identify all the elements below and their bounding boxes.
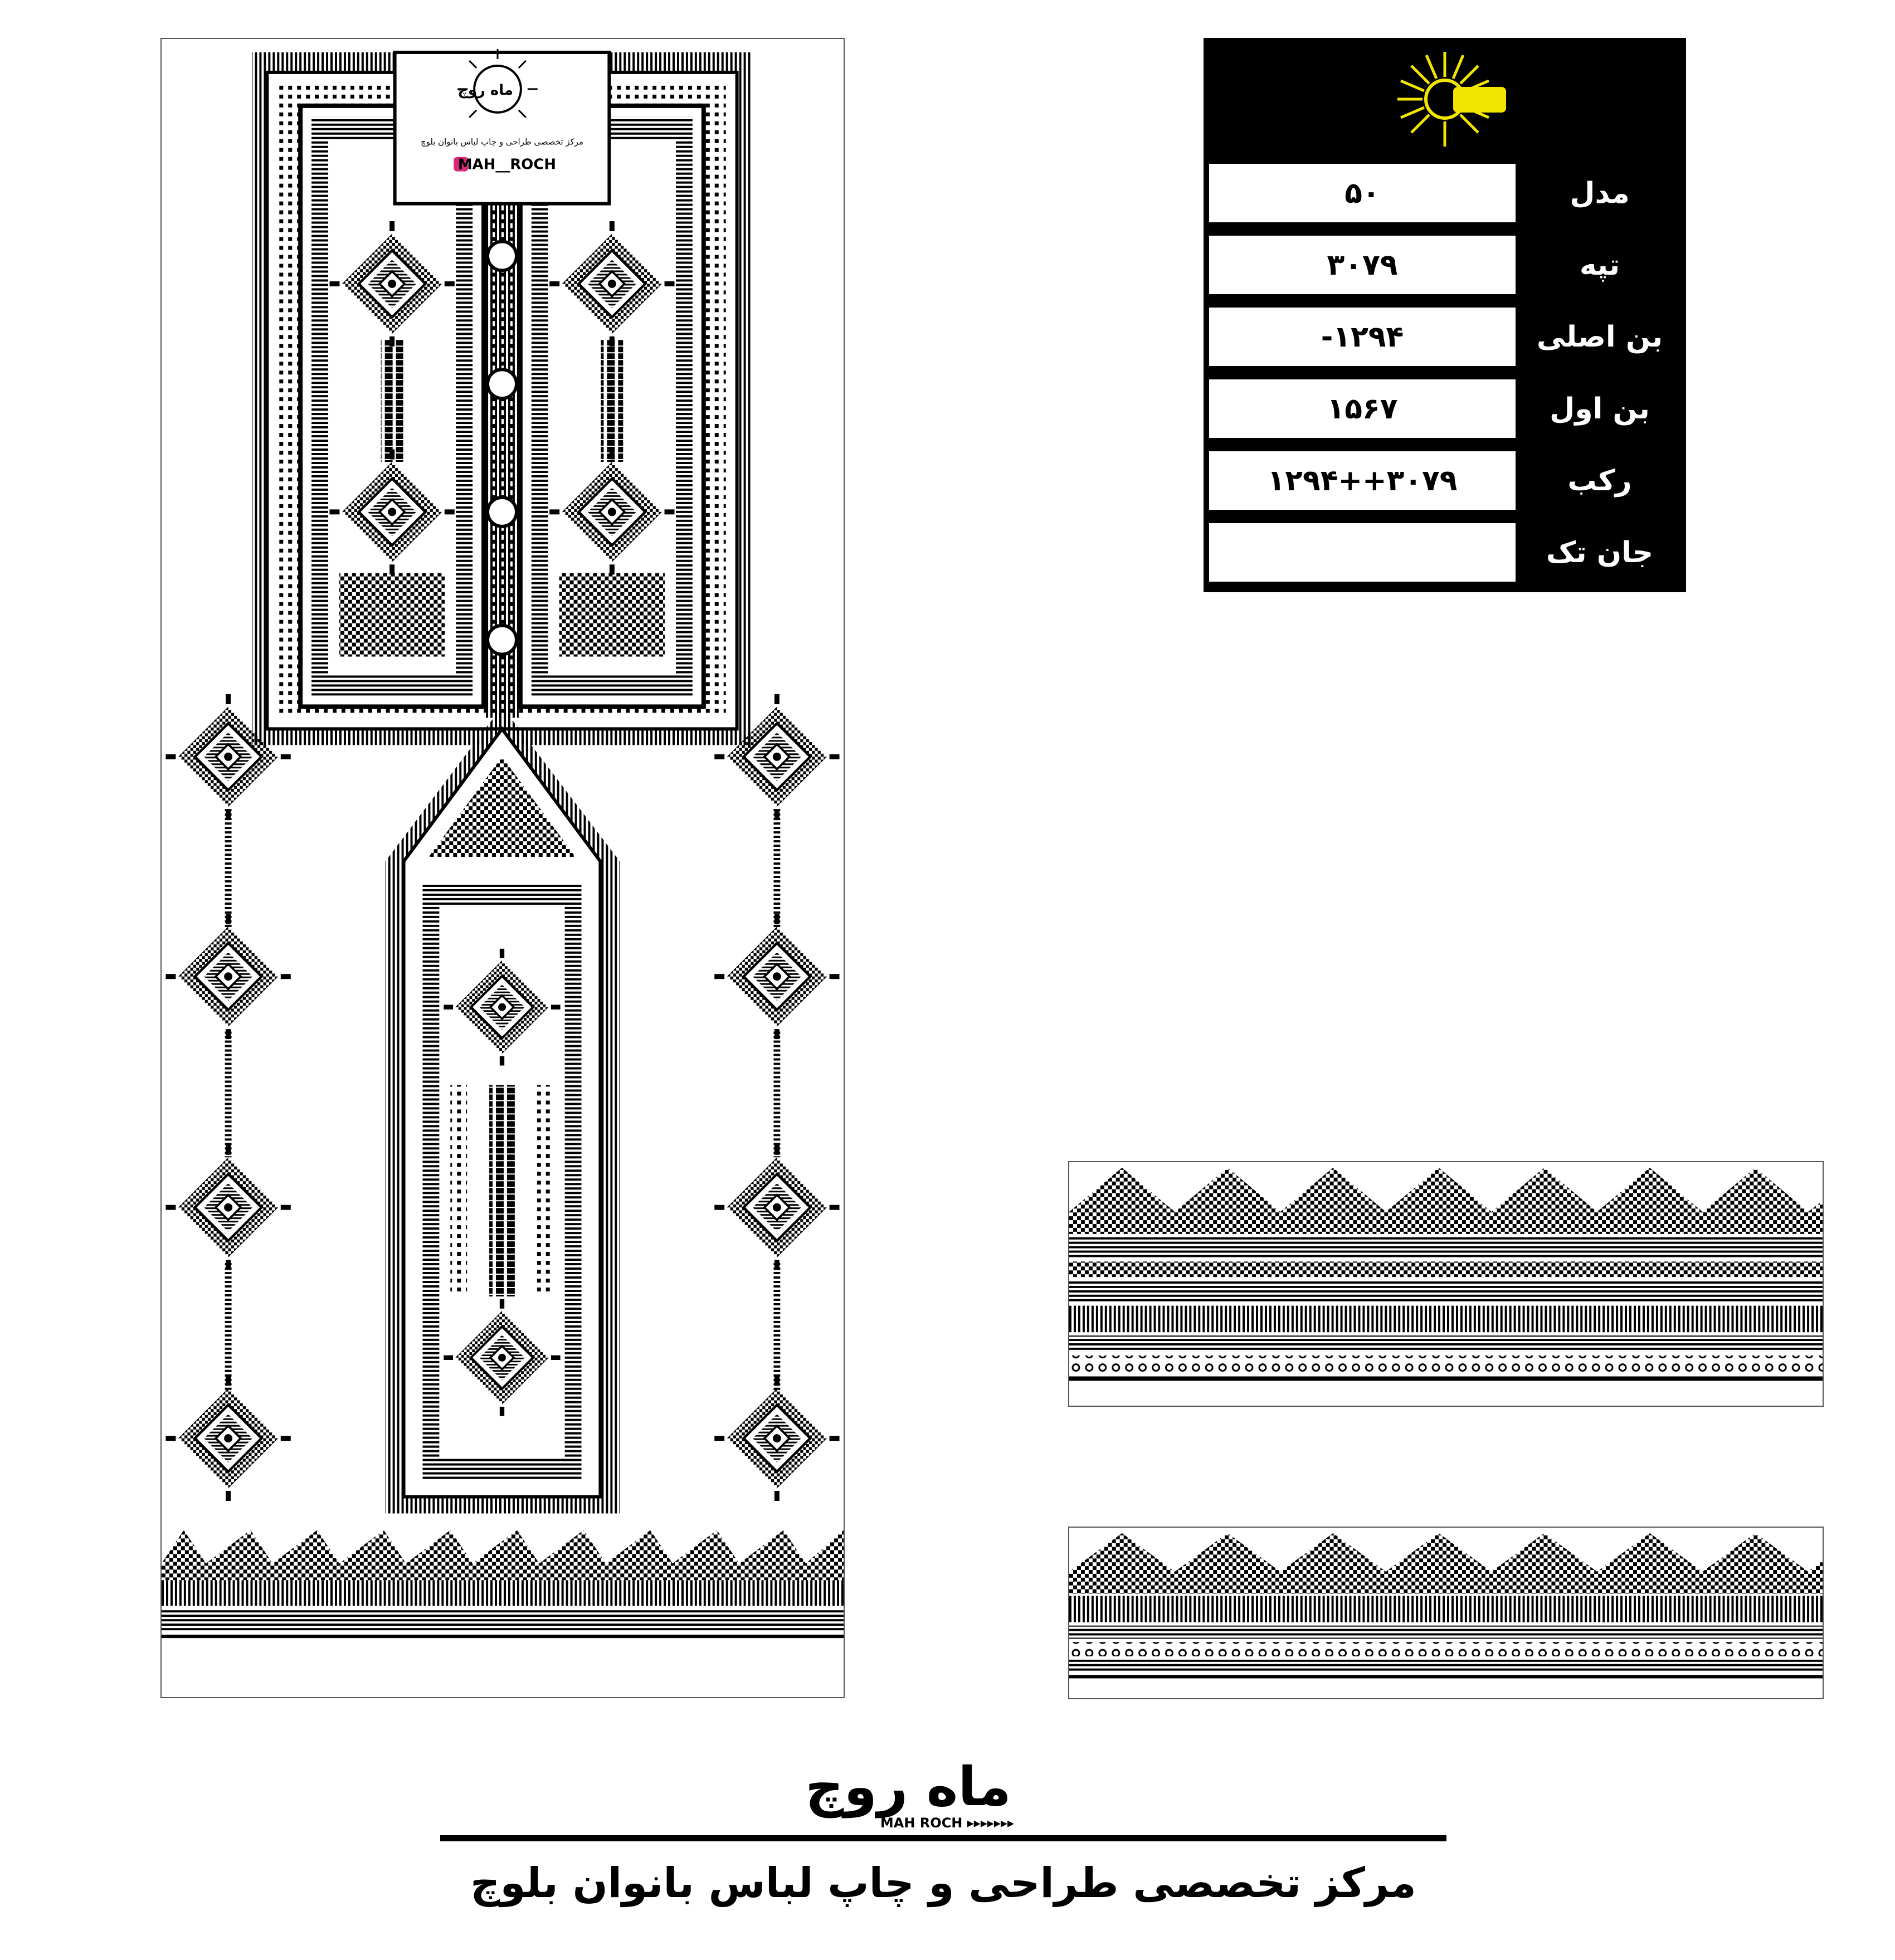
spec-value — [1209, 523, 1516, 582]
spec-label: جان تک — [1546, 535, 1654, 569]
spec-label: مدل — [1570, 176, 1630, 210]
neck-label-logo: ماه روچ — [457, 81, 513, 99]
spec-table — [1204, 38, 1686, 592]
spec-row-rekab — [1209, 448, 1680, 513]
spec-label: رکب — [1567, 464, 1632, 498]
spec-row-tappeh — [1209, 232, 1680, 298]
spec-row-first-base — [1209, 376, 1680, 441]
spec-row-model — [1209, 160, 1680, 226]
spec-row-main-base — [1209, 304, 1680, 369]
border-strip-hem — [1068, 1527, 1824, 1699]
dress-pattern-graphic — [162, 39, 844, 1697]
neck-label-description: مرکز تخصصی طراحی و چاپ لباس بانوان بلوچ — [420, 136, 584, 147]
spec-value: ۳۰۷۹++۱۲۹۴ — [1209, 451, 1516, 510]
footer-logo-subtext: MAH ROCH ▸▸▸▸▸▸▸ — [880, 1815, 1015, 1831]
border-pattern-graphic — [1069, 1528, 1823, 1698]
footer-logo — [763, 1754, 1053, 1832]
dress-embroidery-panel — [160, 38, 845, 1698]
spec-value: ۳۰۷۹ — [1209, 236, 1516, 294]
spec-row-jantak — [1209, 520, 1680, 585]
spec-label: بن اول — [1550, 392, 1650, 426]
spec-value: ۱۵۶۷ — [1209, 379, 1516, 438]
spec-label: بن اصلی — [1536, 320, 1663, 354]
spec-value: ۱۲۹۴- — [1209, 308, 1516, 366]
footer-caption: مرکز تخصصی طراحی و چاپ لباس بانوان بلوچ — [470, 1859, 1416, 1907]
border-strip-sleeve — [1068, 1161, 1824, 1407]
footer-divider — [440, 1835, 1446, 1841]
spec-value: ۵۰ — [1209, 164, 1516, 222]
spec-label: تپه — [1579, 248, 1620, 282]
neck-label-instagram: MAH__ROCH — [457, 156, 557, 173]
mah-roch-sun-logo-icon — [1204, 38, 1686, 160]
border-pattern-graphic — [1069, 1162, 1823, 1406]
footer-logo-text: ماه روچ — [805, 1756, 1011, 1818]
